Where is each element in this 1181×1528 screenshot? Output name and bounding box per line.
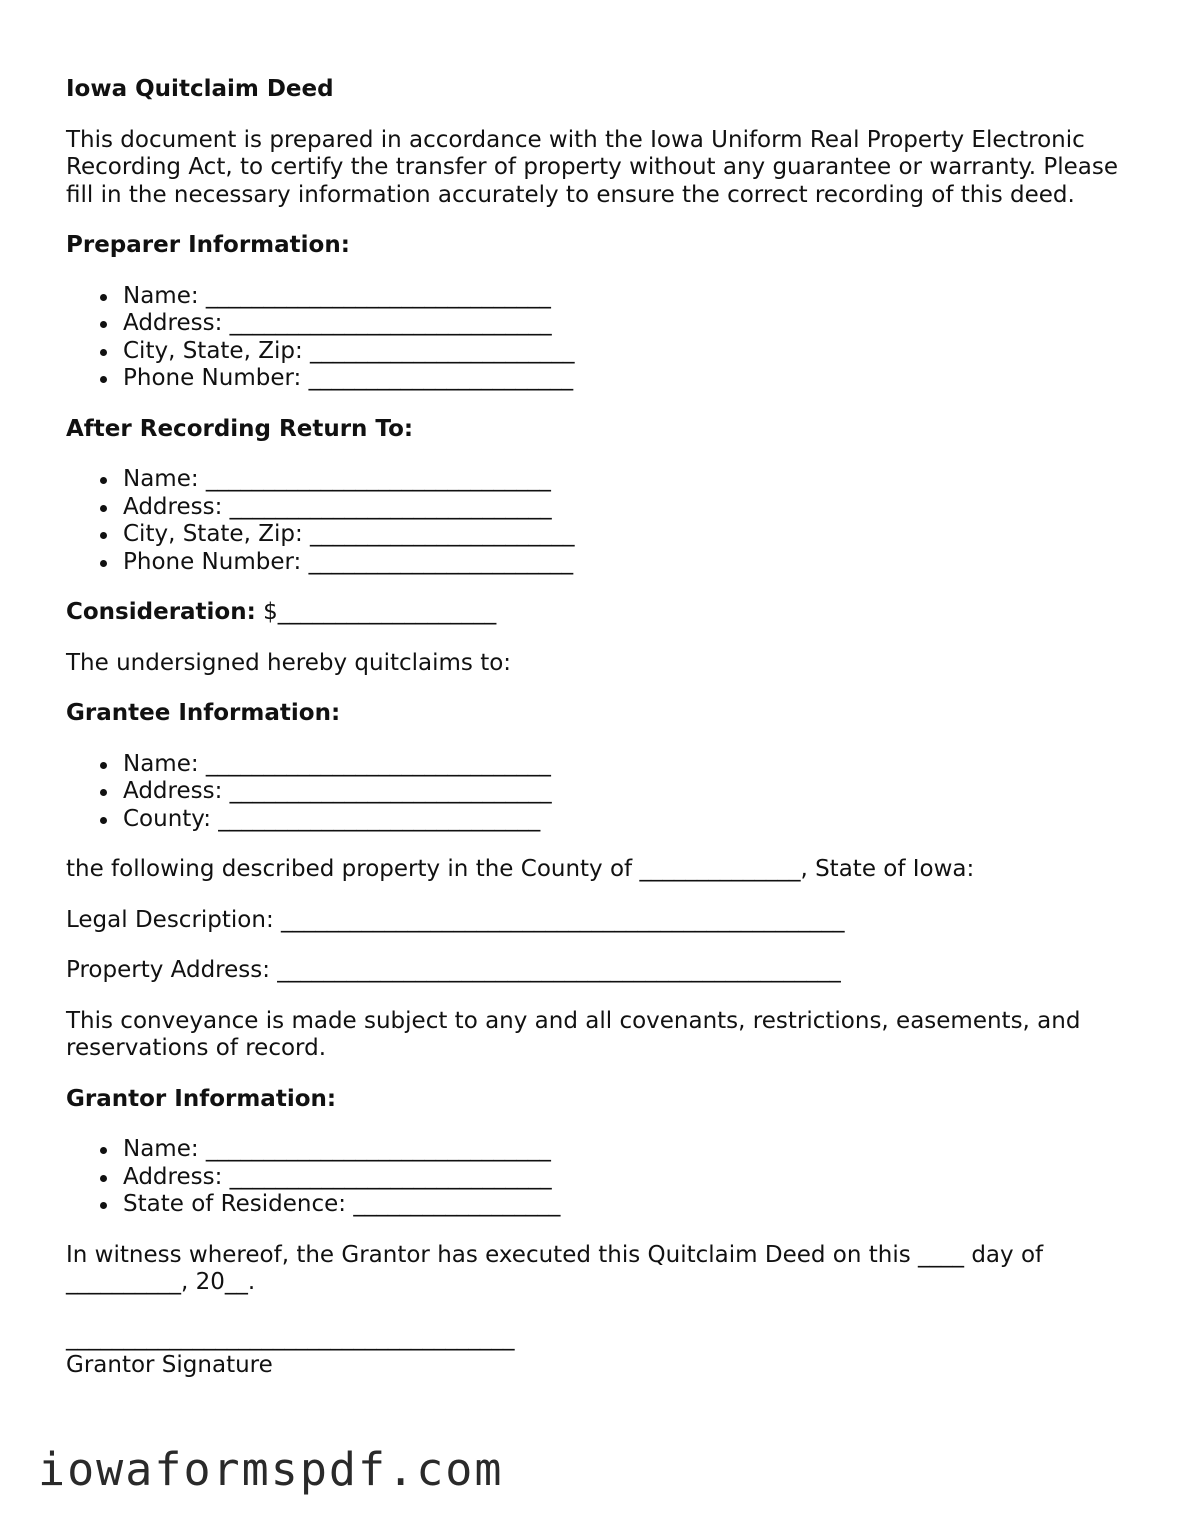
legal-description-field[interactable]: Legal Description: _________________________________________________ [66, 906, 845, 933]
grantor-address-field[interactable]: Address: ____________________________ [123, 1164, 1126, 1192]
deed-document [66, 76, 1126, 1380]
grantor-list [66, 1136, 1126, 1219]
intro-paragraph: This document is prepared in accordance with the Iowa Uniform Real Property Electronic Recording Act, to certify the transfer of property without any guarantee or warranty. Please fill in the necessary information accurately to ensure the correct recording of this deed. [66, 126, 1119, 208]
quitclaims-text: The undersigned hereby quitclaims to: [66, 649, 512, 676]
preparer-address-field[interactable]: Address: ____________________________ [123, 310, 1126, 338]
property-county-text[interactable]: the following described property in the County of ______________, State of Iowa: [66, 856, 975, 882]
preparer-phone-field[interactable]: Phone Number: _______________________ [123, 365, 1126, 393]
property-address-field[interactable]: Property Address: _________________________________________________ [66, 957, 841, 983]
signature-label: Grantor Signature [66, 1352, 273, 1378]
preparer-city-state-zip-field[interactable]: City, State, Zip: _______________________ [123, 338, 1126, 366]
grantor-heading: Grantor Information: [66, 1085, 337, 1112]
signature-block [66, 1325, 1126, 1380]
grantee-heading: Grantee Information: [66, 700, 341, 726]
conveyance-text: This conveyance is made subject to any and all covenants, restrictions, easements, and reservations of record. [66, 1007, 1081, 1061]
witness-text[interactable]: In witness whereof, the Grantor has executed this Quitclaim Deed on this ____ day of __________, 20__. [66, 1241, 1044, 1295]
return-phone-field[interactable]: Phone Number: _______________________ [123, 549, 1126, 577]
grantor-residence-field[interactable]: State of Residence: __________________ [123, 1191, 1126, 1219]
grantor-name-field[interactable]: Name: ______________________________ [123, 1136, 1126, 1164]
document-title: Iowa Quitclaim Deed [66, 76, 334, 102]
return-city-state-zip-field[interactable]: City, State, Zip: _______________________ [123, 521, 1126, 549]
grantee-name-field[interactable]: Name: ______________________________ [123, 751, 1126, 779]
return-name-field[interactable]: Name: ______________________________ [123, 466, 1126, 494]
watermark: iowaformspdf.com [38, 1443, 504, 1496]
consideration-line [66, 599, 1126, 627]
preparer-list [66, 283, 1126, 393]
return-to-heading: After Recording Return To: [66, 415, 414, 442]
preparer-name-field[interactable]: Name: ______________________________ [123, 283, 1126, 311]
return-to-list [66, 466, 1126, 576]
signature-line[interactable]: _______________________________________ [66, 1324, 515, 1351]
consideration-label: Consideration: [66, 599, 256, 625]
preparer-heading: Preparer Information: [66, 232, 350, 258]
consideration-field[interactable]: $___________________ [263, 599, 497, 625]
grantee-county-field[interactable]: County: ____________________________ [123, 806, 1126, 834]
grantee-address-field[interactable]: Address: ____________________________ [123, 778, 1126, 806]
grantee-list [66, 751, 1126, 834]
return-address-field[interactable]: Address: ____________________________ [123, 494, 1126, 522]
